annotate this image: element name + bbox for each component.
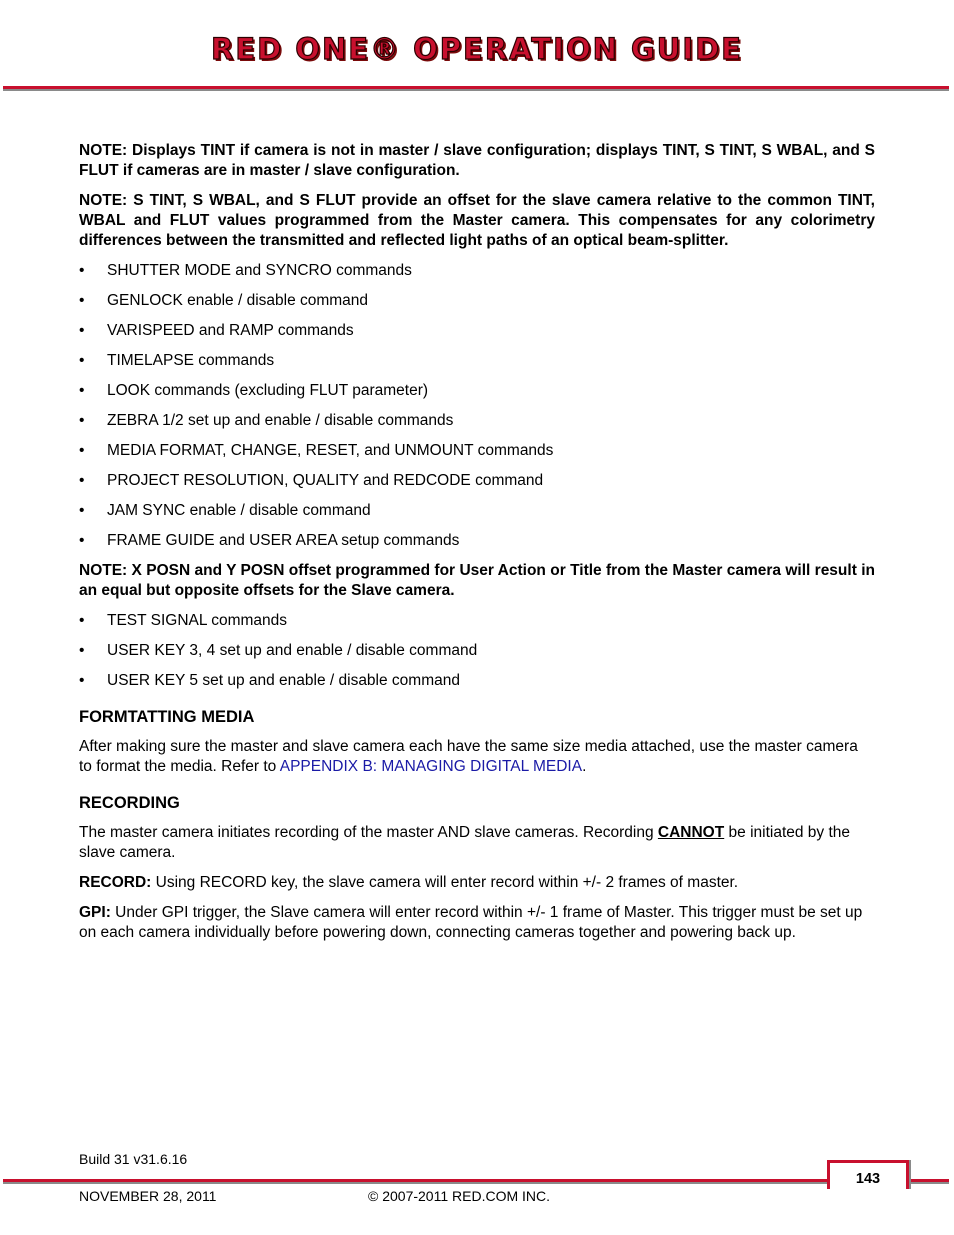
formatting-paragraph: [79, 737, 875, 777]
list-item: [79, 471, 875, 491]
list-item-text: VARISPEED and RAMP commands: [107, 322, 354, 339]
section-heading-recording: RECORDING: [79, 794, 180, 812]
list-item: [79, 291, 875, 311]
list-item: [79, 501, 875, 521]
list-item: [79, 381, 875, 401]
record-text: Using RECORD key, the slave camera will enter record within +/- 2 frames of master.: [151, 874, 739, 891]
bullet-icon: •: [79, 672, 85, 689]
footer-date: NOVEMBER 28, 2011: [79, 1188, 217, 1204]
gpi-paragraph: [79, 903, 875, 943]
list-item: [79, 531, 875, 551]
header-rule: [3, 86, 949, 91]
page-number: 143: [855, 1171, 881, 1187]
list-item-text: SHUTTER MODE and SYNCRO commands: [107, 262, 412, 279]
cannot-emphasis: CANNOT: [657, 824, 725, 841]
gpi-text: Under GPI trigger, the Slave camera will enter record within +/- 1 frame of Master. This trigger must be set up on each camera individually before powering down, connecting cameras together and powering back up.: [79, 904, 863, 941]
command-list: [79, 261, 875, 551]
page-header-title: RED ONE® OPERATION GUIDE: [211, 32, 743, 66]
section-heading-formatting: FORMTATTING MEDIA: [79, 708, 255, 726]
formatting-end: .: [582, 758, 587, 775]
bullet-icon: •: [79, 412, 85, 429]
note-offset: NOTE: S TINT, S WBAL, and S FLUT provide an offset for the slave camera relative to the common TINT, WBAL and FLUT values programmed from the Master camera. This compensates for any colorimetry differences between the transmitted and reflected light paths of an optical beam-splitter.: [79, 192, 875, 249]
list-item-text: USER KEY 5 set up and enable / disable command: [107, 672, 460, 689]
bullet-icon: •: [79, 502, 85, 519]
list-item-text: GENLOCK enable / disable command: [107, 292, 369, 309]
bullet-icon: •: [79, 642, 85, 659]
list-item: [79, 411, 875, 431]
list-item-text: FRAME GUIDE and USER AREA setup commands: [107, 532, 460, 549]
recording-paragraph: [79, 823, 875, 863]
recording-text-a: The master camera initiates recording of the master AND slave cameras. Recording: [79, 824, 658, 841]
bullet-icon: •: [79, 292, 85, 309]
list-item: [79, 321, 875, 341]
bullet-icon: •: [79, 472, 85, 489]
bullet-icon: •: [79, 352, 85, 369]
command-list-2: [79, 611, 875, 691]
list-item-text: JAM SYNC enable / disable command: [107, 502, 371, 519]
note-tint: NOTE: Displays TINT if camera is not in master / slave configuration; displays TINT, S TINT, S WBAL, and S FLUT if cameras are in master / slave configuration.: [79, 142, 875, 179]
list-item-text: USER KEY 3, 4 set up and enable / disable command: [107, 642, 478, 659]
list-item-text: TEST SIGNAL commands: [107, 612, 288, 629]
list-item-text: MEDIA FORMAT, CHANGE, RESET, and UNMOUNT commands: [107, 442, 554, 459]
footer-build: Build 31 v31.6.16: [79, 1151, 188, 1167]
note-posn: NOTE: X POSN and Y POSN offset programmed for User Action or Title from the Master camera will result in an equal but opposite offsets for the Slave camera.: [79, 562, 875, 599]
list-item-text: ZEBRA 1/2 set up and enable / disable commands: [107, 412, 454, 429]
list-item: [79, 351, 875, 371]
page-content: [79, 141, 875, 953]
footer-rule: [3, 1179, 949, 1184]
list-item: [79, 611, 875, 631]
bullet-icon: •: [79, 262, 85, 279]
recording-text-b: be initiated by the slave camera.: [79, 824, 851, 861]
list-item: [79, 671, 875, 691]
formatting-text: After making sure the master and slave camera each have the same size media attached, use the master camera to format the media. Refer to: [79, 738, 858, 775]
list-item: [79, 441, 875, 461]
gpi-label: GPI:: [79, 904, 111, 921]
list-item-text: PROJECT RESOLUTION, QUALITY and REDCODE command: [107, 472, 544, 489]
record-label: RECORD:: [79, 874, 152, 891]
list-item-text: LOOK commands (excluding FLUT parameter): [107, 382, 429, 399]
record-paragraph: [79, 873, 875, 893]
appendix-b-link[interactable]: APPENDIX B: MANAGING DIGITAL MEDIA: [279, 758, 583, 775]
footer-copyright: © 2007-2011 RED.COM INC.: [368, 1188, 551, 1204]
bullet-icon: •: [79, 382, 85, 399]
list-item-text: TIMELAPSE commands: [107, 352, 275, 369]
bullet-icon: •: [79, 322, 85, 339]
bullet-icon: •: [79, 442, 85, 459]
bullet-icon: •: [79, 612, 85, 629]
bullet-icon: •: [79, 532, 85, 549]
list-item: [79, 261, 875, 281]
list-item: [79, 641, 875, 661]
